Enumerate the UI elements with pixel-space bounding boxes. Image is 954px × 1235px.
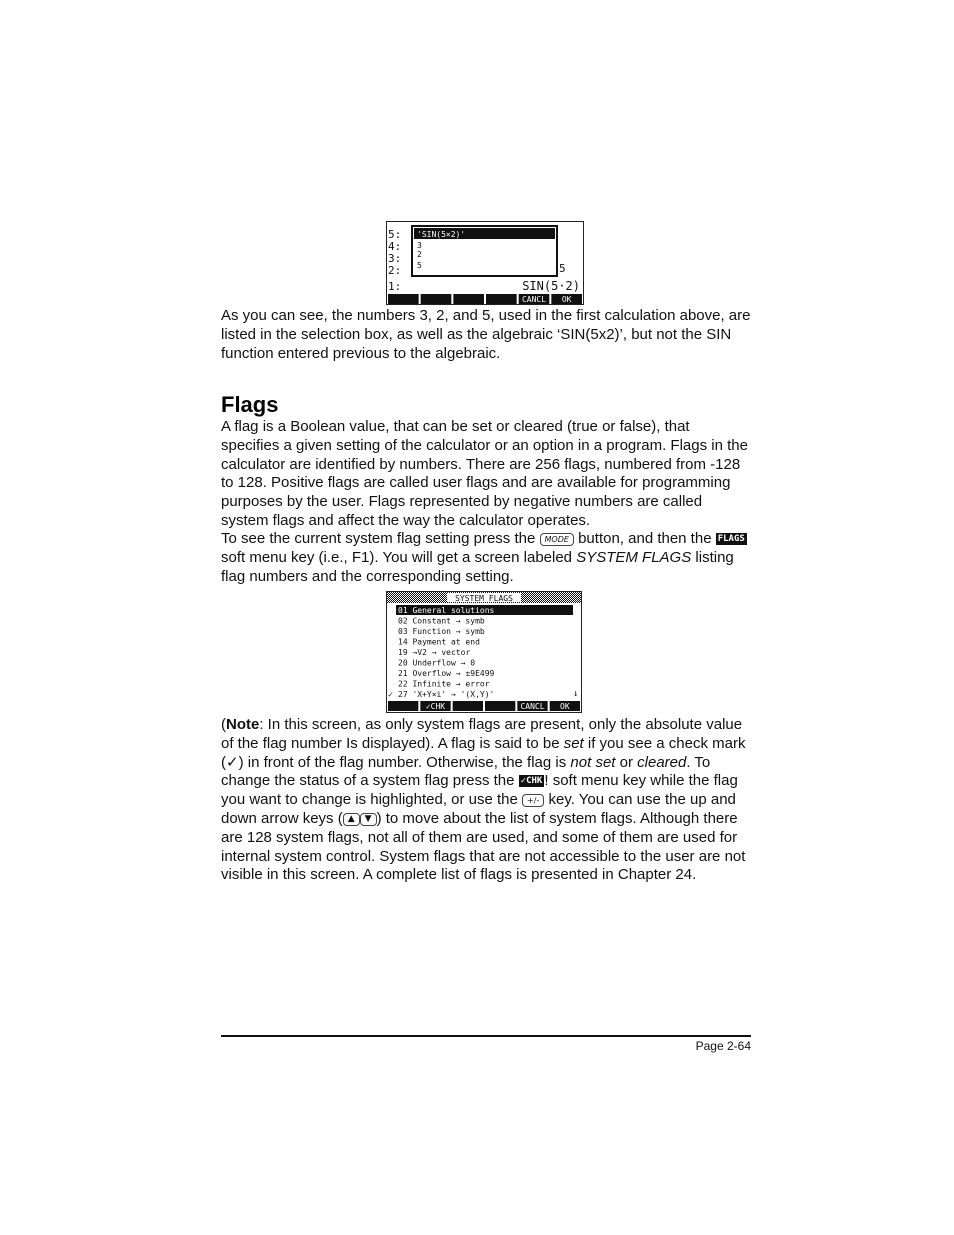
softkey-bar: [388, 294, 582, 304]
flag-row[interactable]: 14 Payment at end: [398, 637, 480, 647]
scroll-down-arrow-icon: ↓: [573, 689, 579, 699]
text-run: or: [615, 753, 638, 771]
chk-softkey-icon: ✓CHK: [520, 776, 543, 787]
box-item-2[interactable]: 3: [417, 241, 422, 250]
softkey-label-2: ✓CHK: [425, 702, 446, 711]
softkey-label-6: OK: [560, 702, 570, 711]
text-run: listing flag numbers and the corresponding setting.: [221, 548, 734, 585]
text-run: : In this screen, as only system flags are present, only the absolute value of the flag number Is displayed). A flag is said to be: [221, 716, 743, 752]
flag-row[interactable]: 03 Function → symb: [398, 627, 485, 636]
italic-text: cleared: [637, 753, 687, 771]
down-arrow-key-icon: ▼: [360, 813, 377, 826]
side-result: 5: [559, 262, 566, 275]
section-heading: Flags: [221, 392, 279, 417]
flag-row[interactable]: 20 Underflow → 0: [398, 658, 476, 668]
system-flags-screen-svg: [387, 592, 581, 712]
flag-row[interactable]: 19 →V2 → vector: [398, 648, 471, 657]
flag-row[interactable]: 02 Constant → symb: [398, 616, 485, 626]
italic-text: SYSTEM FLAGS: [576, 548, 692, 566]
softkey-1[interactable]: [388, 294, 419, 304]
text-run: To see the current system flag setting press the: [221, 530, 540, 547]
text-run: . To change the status of a system flag press the: [221, 753, 711, 790]
box-item-4[interactable]: 5: [417, 261, 422, 270]
stack-label-5: 5:: [388, 228, 402, 241]
plus-minus-key-icon: +/-: [522, 794, 544, 807]
up-arrow-key-icon: ▲: [343, 813, 360, 826]
stack-label-3: 3:: [388, 252, 402, 265]
softkey-1[interactable]: [388, 701, 418, 711]
calculator-screen-history: [386, 221, 584, 305]
softkey-label-5: CANCL: [521, 295, 547, 304]
box-item-3[interactable]: 2: [417, 250, 422, 259]
stack-label-2: 2:: [388, 264, 402, 277]
flag-check-mark-icon: ✓: [388, 690, 393, 699]
paragraph-flags-definition: A flag is a Boolean value, that can be set or cleared (true or false), that specifies a given setting of the calculator or an option in a program. Flags in the calculator are identified by numbers. There are 256 flags, numbered from -128 to 128. Positive flags are called user flags and are available for programming purposes by the user. Flags represented by negative numbers are called system flags and affect the way the calculator operates.: [221, 418, 748, 529]
box-item-1[interactable]: 'SIN(5×2)': [417, 230, 466, 239]
flag-row[interactable]: 21 Overflow → ±9E499: [398, 669, 495, 678]
flags-softkey-icon: FLAGS: [717, 534, 745, 545]
italic-text: not set: [570, 753, 616, 771]
text-run: ! soft menu key while the flag you want to change is highlighted, or use the: [221, 772, 738, 809]
flag-row[interactable]: 01 General solutions: [398, 606, 495, 615]
history-screen-svg: [387, 222, 583, 304]
text-run: button, and then the: [573, 530, 716, 547]
check-mark-icon: ✓: [226, 753, 239, 771]
text-run: key. You can use the up and down arrow keys (: [221, 791, 736, 827]
text-run: ) in front of the flag number. Otherwise, the flag is: [238, 753, 571, 771]
calculator-screen-system-flags: [386, 591, 582, 713]
stack-label-1: 1:: [388, 280, 402, 293]
softkey-4[interactable]: [485, 701, 515, 711]
text-run: (: [221, 716, 226, 733]
softkey-2[interactable]: [421, 294, 452, 304]
stack-level-1-value: SIN(5·2): [522, 279, 580, 293]
note-label: Note: [226, 716, 260, 733]
paragraph-selection-box: As you can see, the numbers 3, 2, and 5, used in the first calculation above, are listed in the selection box, as well as the algebraic ‘SIN(5x2)’, but not the SIN function entered previous to the algebraic.: [221, 307, 751, 362]
text-run: soft menu key (i.e., F1). You will get a screen labeled: [221, 548, 577, 566]
paragraph-system-flags-access: [221, 530, 751, 586]
paragraph-flag-note: [221, 716, 751, 885]
flag-row[interactable]: 22 Infinite → error: [398, 679, 490, 689]
text-run: if you see a check mark (: [221, 734, 746, 771]
italic-text: set: [563, 734, 584, 752]
flag-row[interactable]: 27 'X+Y×i' → '(X,Y)': [398, 690, 495, 699]
screen-title: SYSTEM FLAGS: [455, 594, 513, 603]
stack-label-4: 4:: [388, 240, 402, 253]
softkey-label-6: OK: [561, 295, 572, 304]
mode-key-icon: MODE: [540, 533, 574, 546]
softkey-3[interactable]: [453, 294, 484, 304]
flag-list: [388, 606, 495, 699]
softkey-bar: [388, 701, 580, 711]
text-run: ) to move about the list of system flags. Although there are 128 system flags, not all of them are used, and some of them are used for internal system control. System flags that are not accessible to the user are not visible in this screen. A complete list of flags is presented in Chapter 24.: [221, 809, 746, 884]
softkey-4[interactable]: [486, 294, 517, 304]
footer-rule: [221, 1035, 751, 1037]
softkey-label-5: CANCL: [520, 702, 545, 711]
page-number: Page 2-64: [695, 1039, 751, 1053]
softkey-3[interactable]: [453, 701, 483, 711]
